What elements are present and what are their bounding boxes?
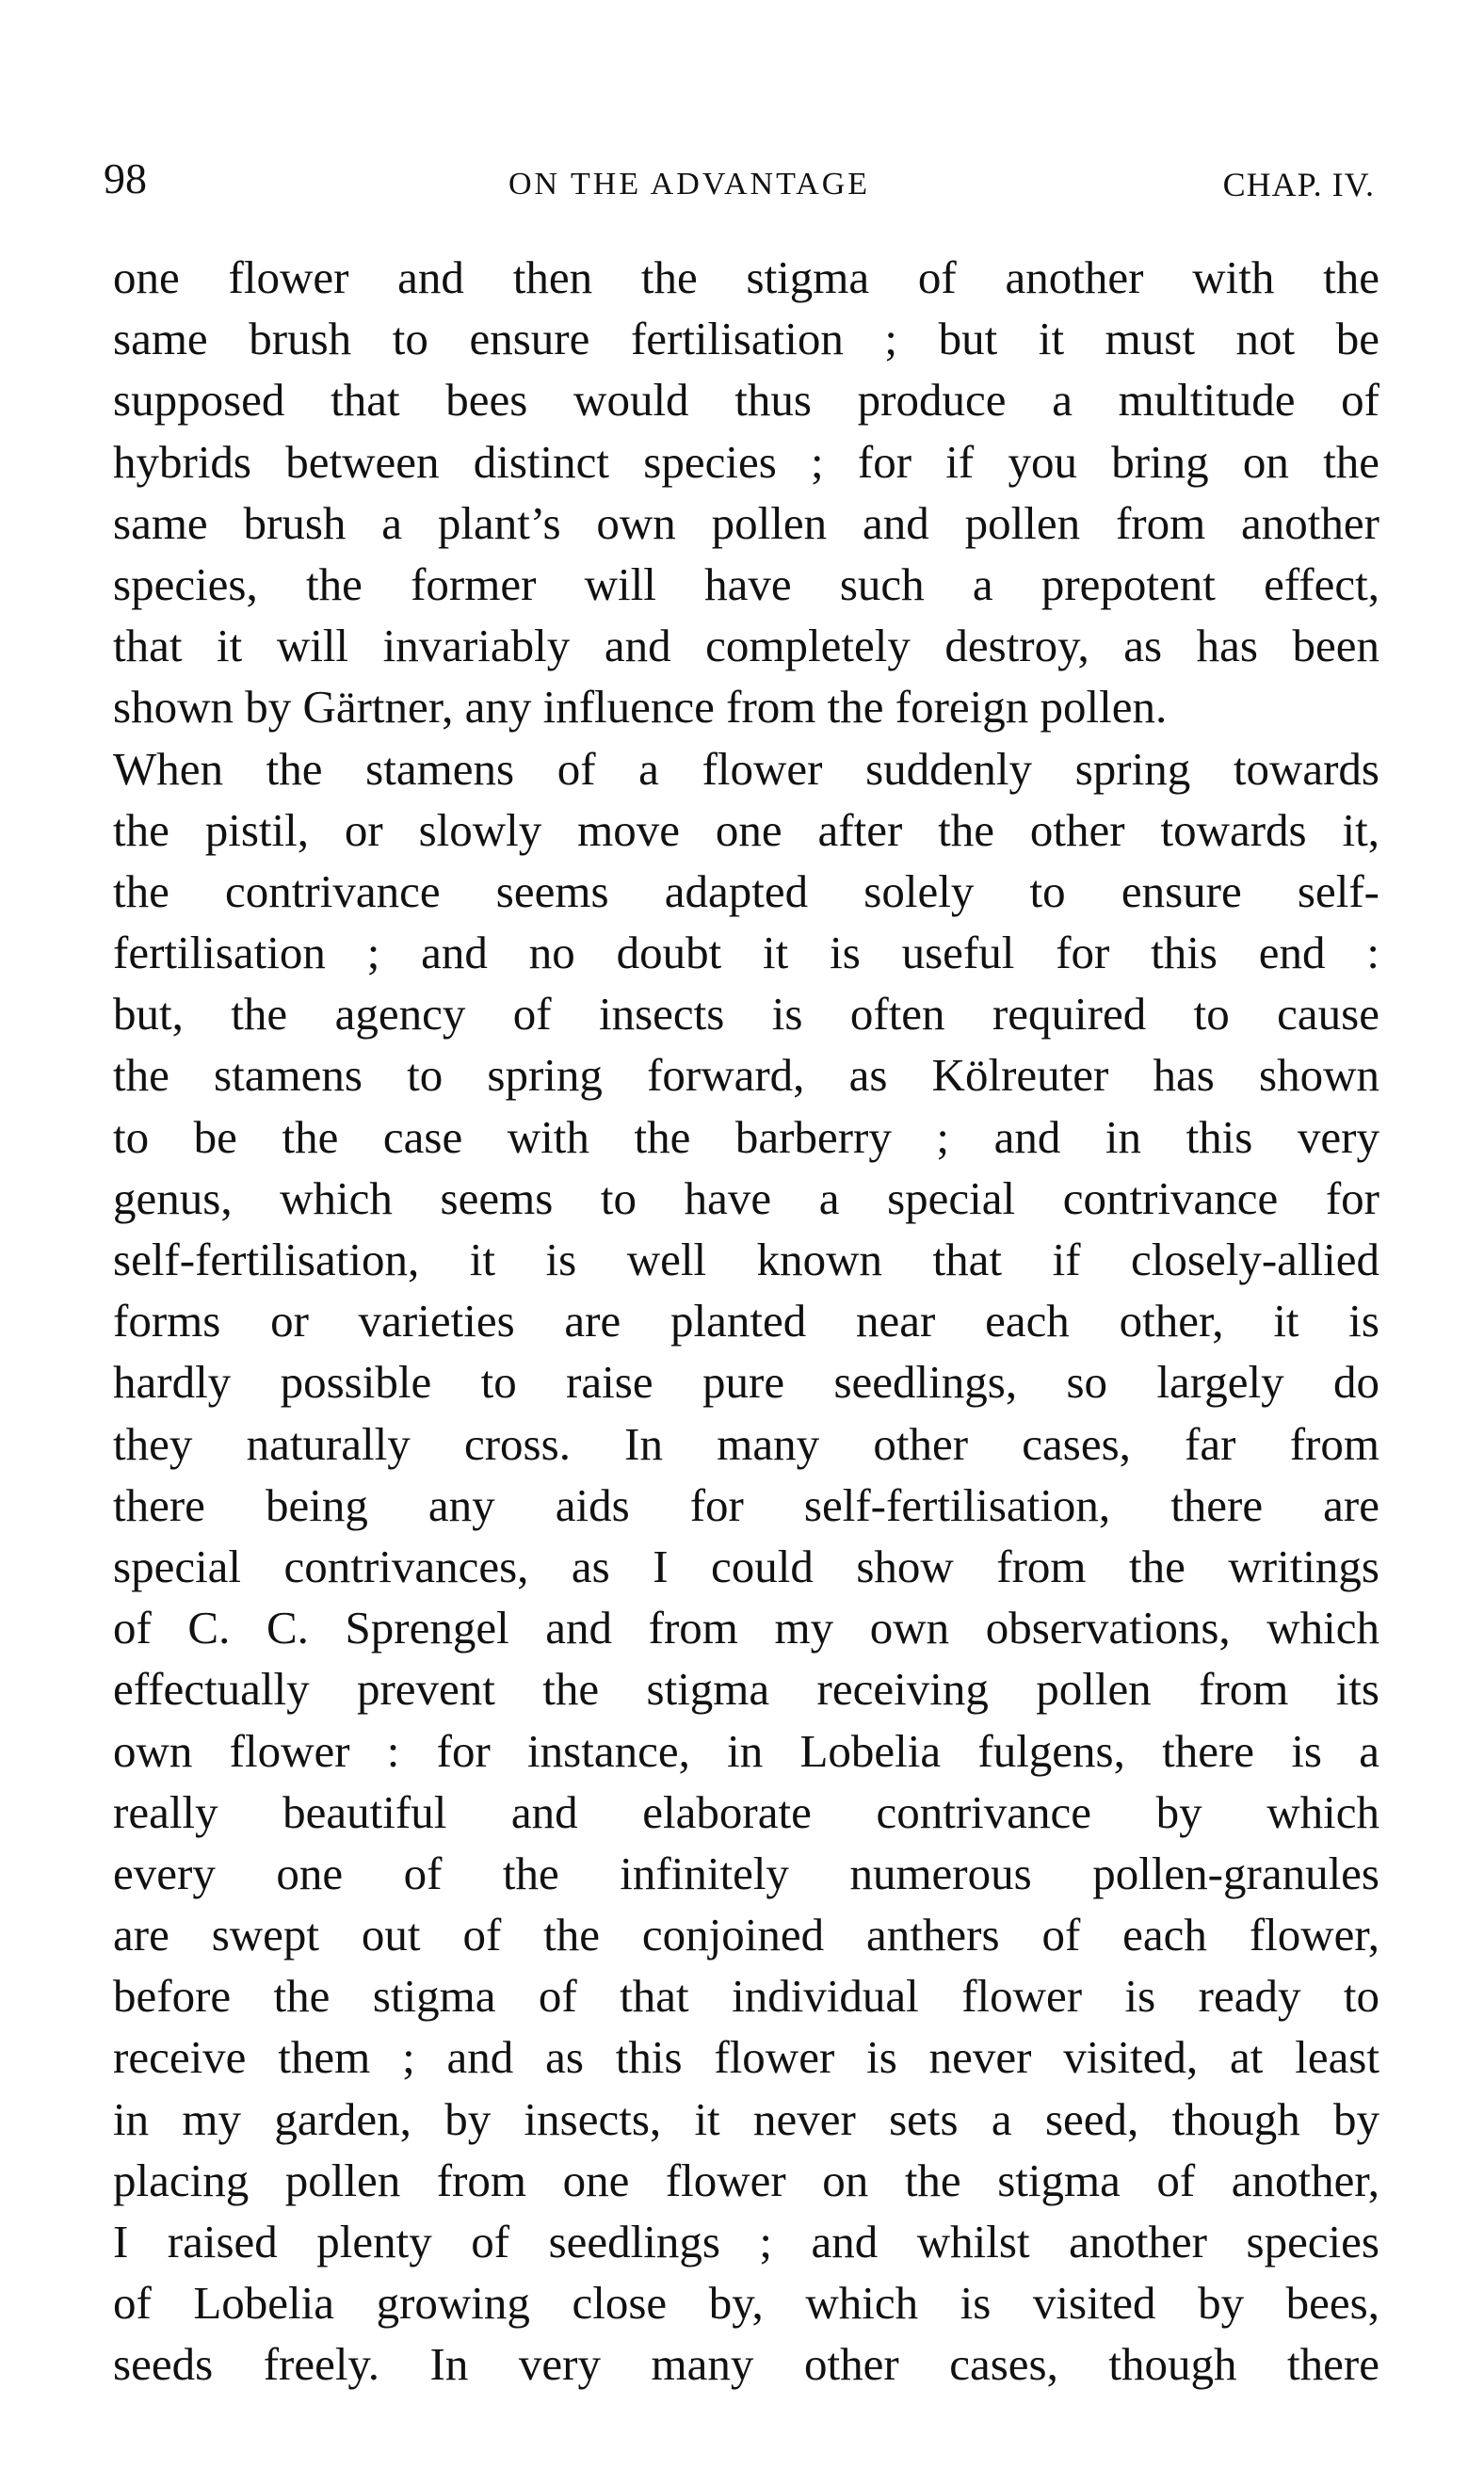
text-line: one flower and then the stigma of another with the — [113, 251, 1379, 303]
text-line: to be the case with the barberry ; and in this very — [113, 1110, 1379, 1163]
text-line: but, the agency of insects is often required to cause — [113, 988, 1379, 1041]
text-line: of Lobelia growing close by, which is visited by bees, — [113, 2277, 1379, 2330]
text-line: really beautiful and elaborate contrivance by which — [113, 1785, 1379, 1838]
text-line: forms or varieties are planted near each other, it is — [113, 1295, 1379, 1347]
text-line: fertilisation ; and no doubt it is useful for this end : — [113, 927, 1379, 979]
text-line: they naturally cross. In many other cases, far from — [113, 1417, 1379, 1470]
text-line: the stamens to spring forward, as Kölreuter has shown — [113, 1049, 1379, 1102]
text-line: own flower : for instance, in Lobelia fulgens, there is a — [113, 1724, 1379, 1777]
text-line: seeds freely. In very many other cases, though there — [113, 2338, 1379, 2391]
text-line: hybrids between distinct species ; for if you bring on the — [113, 435, 1379, 488]
text-line: When the stamens of a flower suddenly spring towards — [113, 742, 1379, 795]
text-line: effectually prevent the stigma receiving pollen from its — [113, 1663, 1379, 1716]
text-line: the contrivance seems adapted solely to ensure self- — [113, 864, 1379, 917]
text-line: I raised plenty of seedlings ; and whilst another species — [113, 2216, 1379, 2267]
text-line: there being any aids for self-fertilisation, there are — [113, 1478, 1379, 1531]
chapter-label: CHAP. IV. — [1222, 166, 1375, 203]
text-line: the pistil, or slowly move one after the other towards it, — [113, 803, 1379, 856]
text-line: species, the former will have such a prepotent effect, — [113, 557, 1379, 610]
text-line: receive them ; and as this flower is never visited, at least — [113, 2031, 1379, 2084]
text-line: same brush to ensure fertilisation ; but it must not be — [113, 313, 1379, 365]
text-line: every one of the infinitely numerous pollen-granules — [113, 1847, 1379, 1899]
text-line: hardly possible to raise pure seedlings, so largely do — [113, 1356, 1379, 1409]
text-line: in my garden, by insects, it never sets a seed, though by — [113, 2092, 1379, 2145]
text-line: are swept out of the conjoined anthers of each flower, — [113, 1909, 1379, 1961]
text-line: supposed that bees would thus produce a multitude of — [113, 374, 1379, 427]
text-line: same brush a plant’s own pollen and pollen from another — [113, 496, 1379, 549]
text-line: that it will invariably and completely destroy, as has been — [113, 620, 1379, 672]
page-header — [104, 151, 1375, 207]
body-text — [113, 247, 1379, 2396]
text-line: special contrivances, as I could show from the writings — [113, 1540, 1379, 1592]
text-line: genus, which seems to have a special contrivance for — [113, 1171, 1379, 1224]
page-number: 98 — [104, 154, 147, 202]
text-line: of C. C. Sprengel and from my own observations, which — [113, 1602, 1379, 1654]
text-line: before the stigma of that individual flower is ready to — [113, 1970, 1379, 2023]
running-title: ON THE ADVANTAGE — [508, 167, 871, 202]
text-line: self-fertilisation, it is well known that if closely-allied — [113, 1234, 1379, 1285]
text-line: placing pollen from one flower on the stigma of another, — [113, 2154, 1379, 2206]
text-line: shown by Gärtner, any influence from the foreign pollen. — [113, 681, 1168, 734]
